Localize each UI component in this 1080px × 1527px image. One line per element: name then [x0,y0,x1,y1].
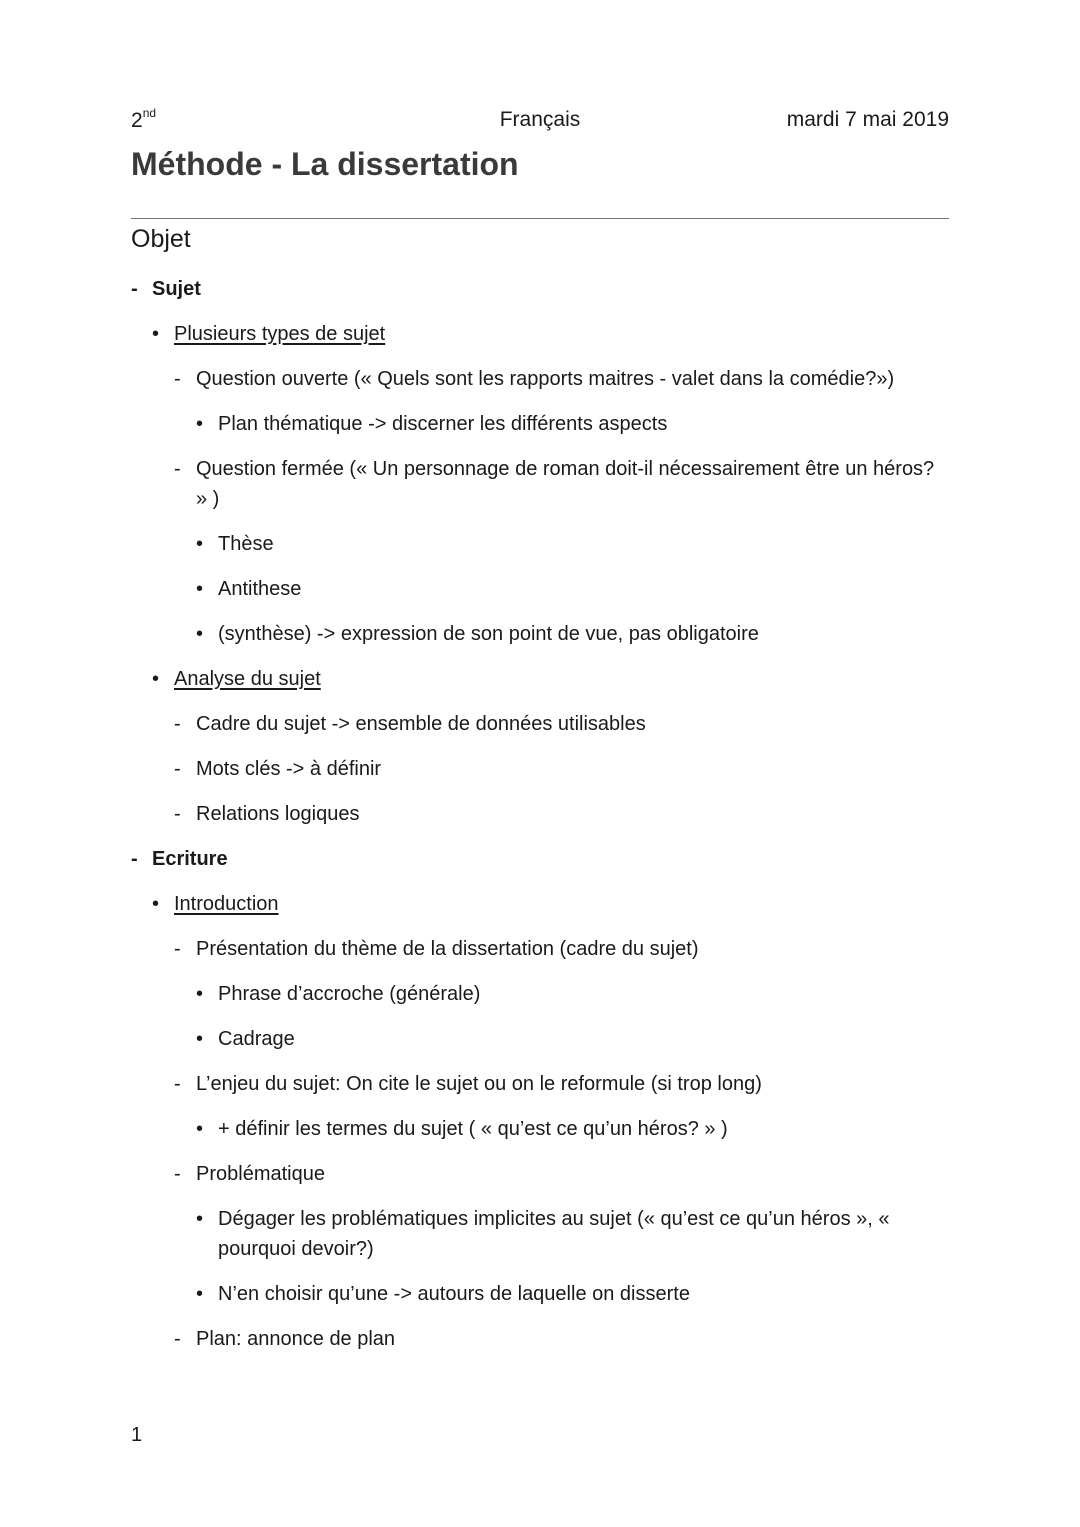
document-page [131,0,949,1527]
outline-item-level-1 [131,664,949,694]
outline-item-text: Plan thématique -> discerner les différents aspects [218,413,668,435]
outline-item-text: Plan: annonce de plan [196,1328,396,1350]
outline-item-text: Ecriture [152,848,228,870]
outline-item-level-0 [131,274,949,304]
outline-item-level-2 [131,364,949,394]
bullet-icon: • [196,1208,204,1230]
bullet-icon: • [196,1283,204,1305]
outline-item-level-3 [131,529,949,559]
dash-icon: - [174,713,181,735]
dash-icon: - [131,278,138,300]
outline-item-level-3 [131,1114,949,1144]
bullet-icon: • [196,1028,204,1050]
outline-item-text: Introduction [174,893,279,915]
outline-item-text: + définir les termes du sujet ( « qu’est ce qu’un héros? » ) [218,1118,728,1140]
dash-icon: - [174,458,181,480]
outline-item-level-2 [131,754,949,784]
header-grade-number: 2 [131,109,143,132]
bullet-icon: • [152,323,160,345]
header-grade-suffix: nd [142,106,157,120]
dash-icon: - [174,1073,181,1095]
dash-icon: - [174,938,181,960]
outline-item-level-3 [131,409,949,439]
dash-icon: - [174,368,181,390]
outline-item-level-0 [131,844,949,874]
outline-item-level-1 [131,889,949,919]
outline-item-text: L’enjeu du sujet: On cite le sujet ou on le reformule (si trop long) [196,1073,762,1095]
outline-item-text: Relations logiques [196,803,360,825]
outline-item-text: Thèse [218,533,274,555]
outline-item-text: Problématique [196,1163,325,1185]
outline-item-level-2 [131,709,949,739]
page-number: 1 [131,1424,143,1446]
bullet-icon: • [152,893,160,915]
document-title: Méthode - La dissertation [131,146,519,182]
outline-item-text: Mots clés -> à définir [196,758,382,780]
outline-item-level-1 [131,319,949,349]
outline-item-text: Analyse du sujet [174,668,321,690]
outline-list [131,274,949,1369]
dash-icon: - [174,1163,181,1185]
header-subject: Français [499,108,581,131]
outline-item-text: (synthèse) -> expression de son point de vue, pas obligatoire [218,623,759,645]
outline-item-level-2 [131,799,949,829]
outline-item-text: Antithese [218,578,302,600]
bullet-icon: • [152,668,160,690]
bullet-icon: • [196,578,204,600]
outline-item-level-3 [131,574,949,604]
section-heading: Objet [131,225,191,253]
outline-item-level-3 [131,1279,949,1309]
outline-item-level-3 [131,1204,949,1264]
page-header [131,108,949,138]
outline-item-text: Sujet [152,278,201,300]
header-date: mardi 7 mai 2019 [786,108,949,131]
outline-item-text: Question fermée (« Un personnage de roman doit-il nécessairement être un héros? » ) [196,458,935,510]
outline-item-level-3 [131,619,949,649]
bullet-icon: • [196,413,204,435]
outline-item-level-2 [131,1069,949,1099]
dash-icon: - [174,1328,181,1350]
outline-item-text: Plusieurs types de sujet [174,323,386,345]
outline-item-level-2 [131,934,949,964]
dash-icon: - [174,758,181,780]
outline-item-level-3 [131,979,949,1009]
outline-item-text: N’en choisir qu’une -> autours de laquelle on disserte [218,1283,690,1305]
title-divider [131,218,949,219]
outline-item-level-2 [131,1324,949,1354]
outline-item-text: Cadre du sujet -> ensemble de données utilisables [196,713,646,735]
outline-item-text: Question ouverte (« Quels sont les rapports maitres - valet dans la comédie?») [196,368,895,390]
outline-item-text: Phrase d’accroche (générale) [218,983,481,1005]
outline-item-level-3 [131,1024,949,1054]
bullet-icon: • [196,533,204,555]
bullet-icon: • [196,623,204,645]
outline-item-level-2 [131,454,949,514]
outline-item-text: Présentation du thème de la dissertation (cadre du sujet) [196,938,699,960]
dash-icon: - [174,803,181,825]
outline-item-text: Dégager les problématiques implicites au sujet (« qu’est ce qu’un héros », « pourquoi devoir?) [218,1208,890,1260]
dash-icon: - [131,848,138,870]
bullet-icon: • [196,983,204,1005]
outline-item-level-2 [131,1159,949,1189]
outline-item-text: Cadrage [218,1028,295,1050]
bullet-icon: • [196,1118,204,1140]
